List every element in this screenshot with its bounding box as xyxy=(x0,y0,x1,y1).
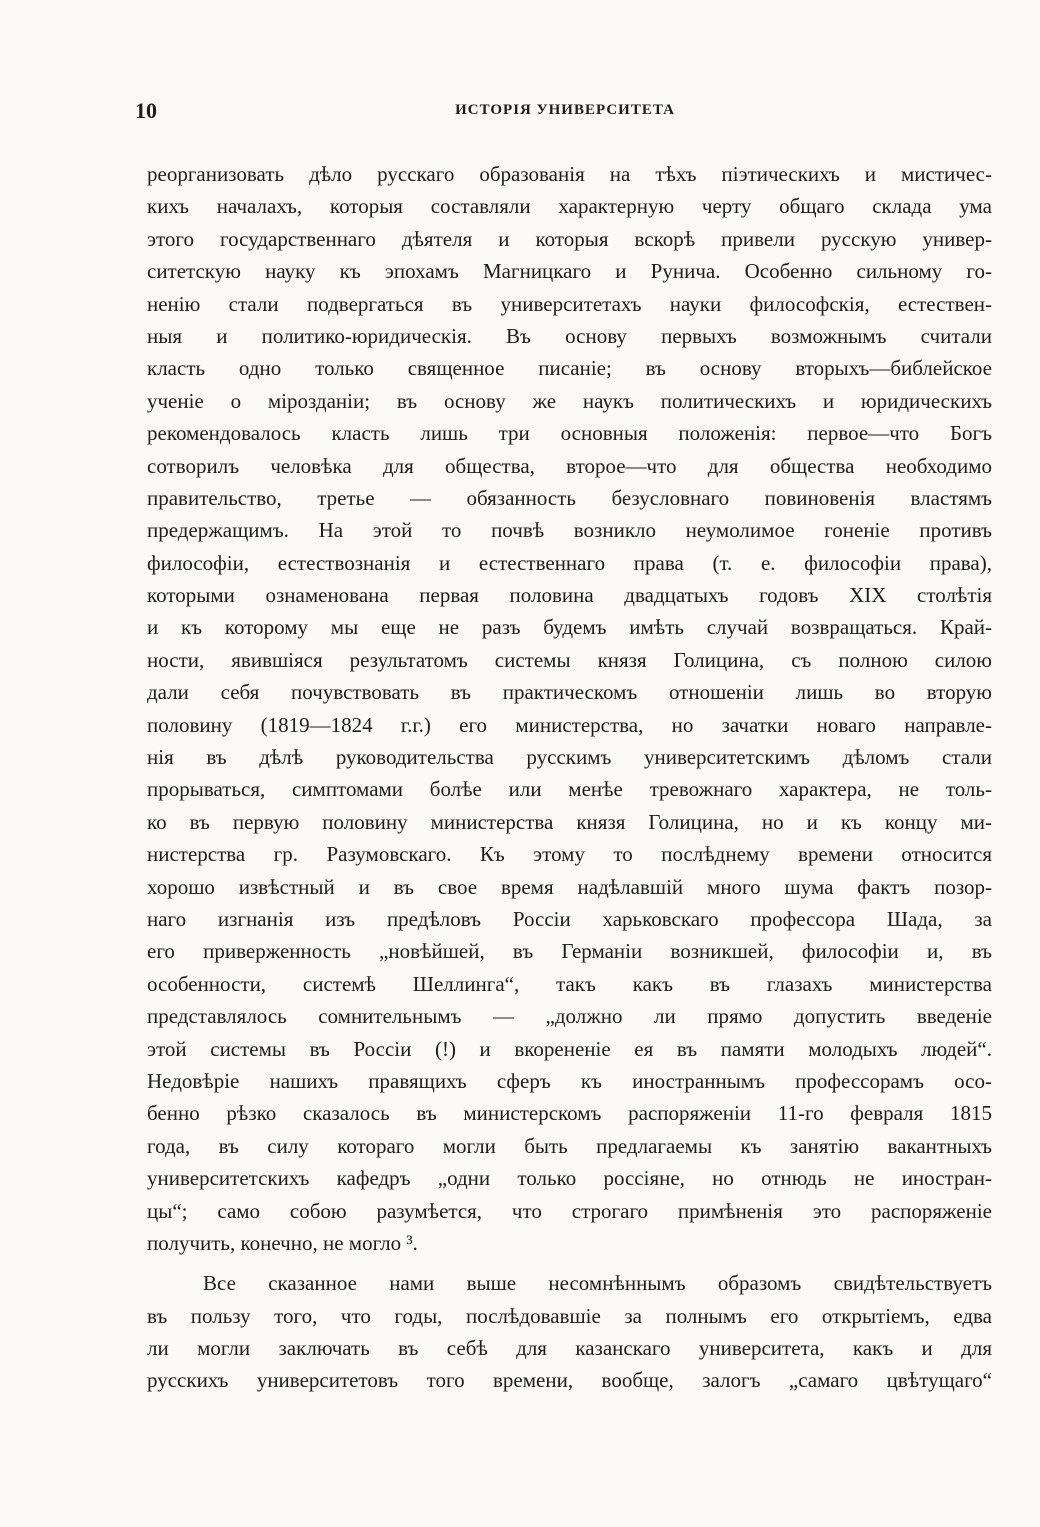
text-line: класть одно только священное писаніе; въ основу вторыхъ—библейское xyxy=(147,356,992,381)
text-line: ненію стали подвергаться въ университетахъ науки философскія, естествен- xyxy=(147,291,992,316)
text-line: этого государственнаго дѣятеля и которыя вскорѣ привели русскую универ- xyxy=(147,226,992,251)
text-body xyxy=(147,158,992,1397)
text-line: хорошо извѣстный и въ свое время надѣлавшій много шума фактъ позор- xyxy=(147,874,992,899)
text-line: реорганизовать дѣло русскаго образованія на тѣхъ піэтическихъ и мистичес- xyxy=(147,162,992,186)
paragraph-1 xyxy=(147,158,992,1259)
text-line: ситетскую науку къ эпохамъ Магницкаго и Рунича. Особенно сильному го- xyxy=(147,259,992,284)
text-line: рекомендовалось класть лишь три основныя положенія: первое—что Богъ xyxy=(147,421,992,446)
text-line: правительство, третье — обязанность безусловнаго повиновенія властямъ xyxy=(147,485,992,510)
text-line: Недовѣріе нашихъ правящихъ сферъ къ иностраннымъ профессорамъ осо- xyxy=(147,1068,992,1093)
text-line: ныя и политико-юридическія. Въ основу первыхъ возможнымъ считали xyxy=(147,323,992,348)
text-line: ко въ первую половину министерства князя Голицина, но и къ концу ми- xyxy=(147,809,992,834)
page-header xyxy=(135,98,995,128)
text-line: дали себя почувствовать въ практическомъ отношеніи лишь во вторую xyxy=(147,680,992,705)
text-line: года, въ силу котораго могли быть предлагаемы къ занятію вакантныхъ xyxy=(147,1133,992,1158)
text-line: его приверженность „новѣйшей, въ Германіи возникшей, философіи и, въ xyxy=(147,939,992,964)
text-line: ли могли заключать въ себѣ для казанскаго университета, какъ и для xyxy=(147,1336,992,1361)
text-line: цы“; само собою разумѣется, что строгаго примѣненія это распоряженіе xyxy=(147,1198,992,1223)
running-title: ИСТОРІЯ УНИВЕРСИТЕТА xyxy=(455,102,675,118)
text-line: ности, явившіяся результатомъ системы князя Голицина, съ полною силою xyxy=(147,647,992,672)
text-line: кихъ началахъ, которыя составляли характерную черту общаго склада ума xyxy=(147,194,992,219)
text-line: университетскихъ кафедръ „одни только россіяне, но отнюдь не иностран- xyxy=(147,1166,992,1191)
text-line: наго изгнанія изъ предѣловъ Россіи харьковскаго профессора Шада, за xyxy=(147,906,992,931)
paragraph-gap xyxy=(147,1259,992,1267)
page-number: 10 xyxy=(135,98,157,123)
text-line: въ пользу того, что годы, послѣдовавшіе за полнымъ его открытіемъ, едва xyxy=(147,1303,992,1328)
text-line: нистерства гр. Разумовскаго. Къ этому то послѣднему времени относится xyxy=(147,842,992,867)
text-line: русскихъ университетовъ того времени, вообще, залогъ „самаго цвѣтущаго“ xyxy=(147,1368,992,1393)
text-line: бенно рѣзко сказалось въ министерскомъ распоряженіи 11-го февраля 1815 xyxy=(147,1101,992,1126)
text-line: половину (1819—1824 г.г.) его министерства, но зачатки новаго направле- xyxy=(147,712,992,737)
text-line: этой системы въ Россіи (!) и вкорененіе ея въ памяти молодыхъ людей“. xyxy=(147,1036,992,1061)
text-line: философіи, естествознанія и естественнаго права (т. е. философіи права), xyxy=(147,550,992,575)
text-line: которыми ознаменована первая половина двадцатыхъ годовъ XIX столѣтія xyxy=(147,583,992,608)
text-line: получить, конечно, не могло ³. xyxy=(147,1230,418,1255)
text-line: представлялось сомнительнымъ — „должно ли прямо допустить введеніе xyxy=(147,1004,992,1029)
text-line: прорываться, симптомами болѣе или менѣе тревожнаго характера, не толь- xyxy=(147,777,992,802)
text-line: предержащимъ. На этой то почвѣ возникло неумолимое гоненіе противъ xyxy=(147,518,992,543)
text-line: сотворилъ человѣка для общества, второе—что для общества необходимо xyxy=(147,453,992,478)
paragraph-2 xyxy=(147,1267,992,1397)
text-line: Все сказанное нами выше несомнѣннымъ образомъ свидѣтельствуетъ xyxy=(203,1271,992,1296)
text-line: ученіе о мірозданіи; въ основу же наукъ политическихъ и юридическихъ xyxy=(147,388,992,413)
text-line: нія въ дѣлѣ руководительства русскимъ университетскимъ дѣломъ стали xyxy=(147,745,992,770)
text-line: и къ которому мы еще не разъ будемъ имѣть случай возвращаться. Край- xyxy=(147,615,992,640)
text-line: особенности, системѣ Шеллинга“, такъ какъ въ глазахъ министерства xyxy=(147,971,992,996)
